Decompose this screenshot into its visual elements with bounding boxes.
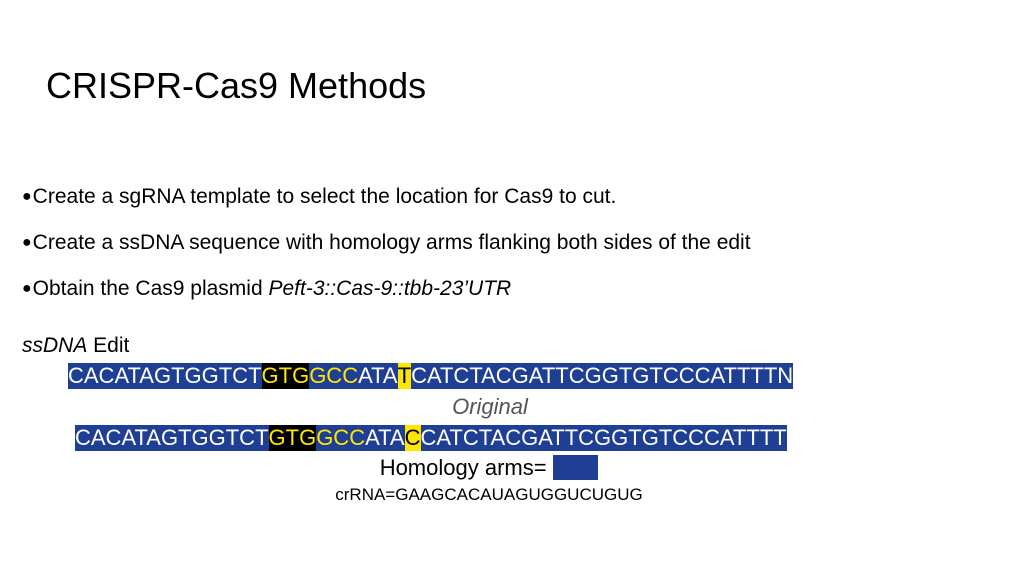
edit-word: Edit: [87, 334, 130, 357]
slide-title: CRISPR-Cas9 Methods: [46, 65, 427, 106]
homology-legend: [0, 455, 978, 481]
left-homology-arm: CACATAGTGGTCT: [68, 363, 262, 388]
plasmid-name: Peft-3::Cas-9::tbb-23’UTR: [268, 277, 512, 300]
bullet-item: [22, 276, 511, 302]
pam-gtg: GTG: [261, 363, 310, 388]
original-label: Original: [452, 394, 528, 419]
bullet-text: Create a sgRNA template to select the location for Cas9 to cut.: [32, 185, 617, 208]
bullet-dot: ●: [22, 280, 32, 297]
bullet-dot: ●: [22, 234, 32, 251]
ssdna-edit-label: [22, 333, 129, 359]
original-base: C: [404, 425, 421, 450]
silent-gcc: GCC: [309, 363, 359, 388]
right-homology-arm: CATCTACGATTCGGTGTCCCATTTTN: [411, 363, 794, 388]
right-homology-arm: CATCTACGATTCGGTGTCCCATTTT: [420, 425, 787, 450]
bullet-dot: ●: [22, 188, 32, 205]
pam-gtg: GTG: [268, 425, 317, 450]
edited-sequence: [68, 363, 793, 389]
left-homology-arm: CACATAGTGGTCT: [75, 425, 269, 450]
homology-label: Homology arms=: [379, 455, 553, 480]
crrna-sequence: crRNA=GAAGCACAUAGUGGUCUGUG: [335, 485, 643, 504]
silent-gcc: GCC: [316, 425, 366, 450]
bullet-item: [22, 230, 751, 256]
ssdna-term: ssDNA: [22, 334, 88, 357]
bullet-text: Obtain the Cas9 plasmid: [32, 277, 269, 300]
bullet-item: [22, 184, 616, 210]
middle-arm: ATA: [365, 425, 405, 450]
blue-swatch: blue: [554, 455, 597, 480]
original-sequence: [75, 425, 787, 451]
middle-arm: ATA: [358, 363, 398, 388]
edited-base: T: [397, 363, 412, 388]
bullet-text: Create a ssDNA sequence with homology arms flanking both sides of the edit: [32, 231, 751, 254]
